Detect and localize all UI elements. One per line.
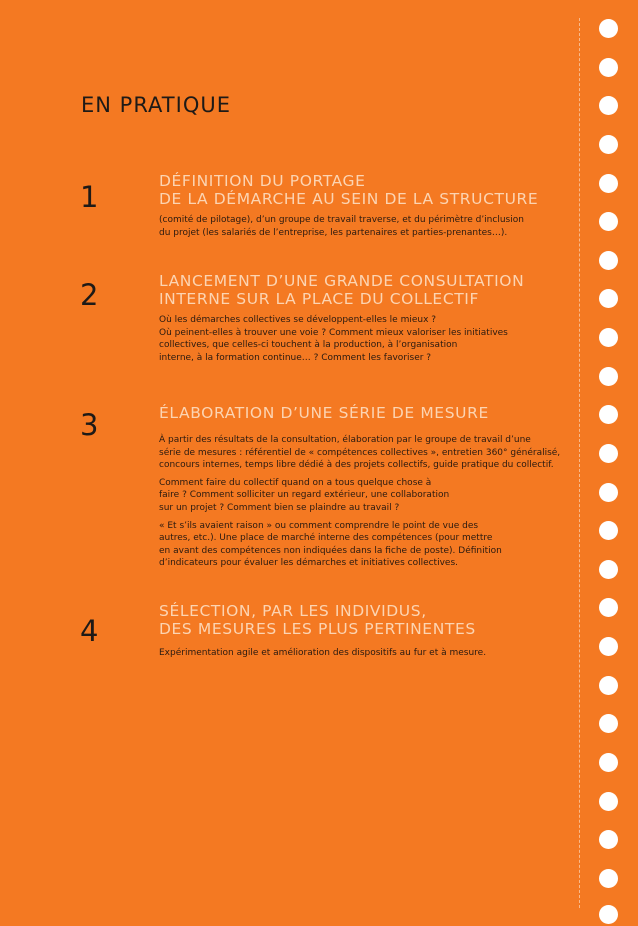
text-line: du projet (les salariés de l’entreprise, les partenaires et parties-prenantes…). <box>159 227 508 238</box>
binder-hole-icon <box>599 444 618 463</box>
step-heading <box>159 172 559 208</box>
step-number: 1 <box>80 180 99 214</box>
step-heading <box>159 272 559 308</box>
binder-hole-icon <box>599 483 618 502</box>
text-line: autres, etc.). Une place de marché interne des compétences (pour mettre <box>159 533 493 544</box>
binder-hole-icon <box>599 714 618 733</box>
text-line: À partir des résultats de la consultation, élaboration par le groupe de travail d’une <box>159 435 531 445</box>
binder-hole-icon <box>599 598 618 617</box>
binder-hole-icon <box>599 830 618 849</box>
binder-hole-icon <box>599 676 618 695</box>
step-description <box>159 314 559 364</box>
binder-hole-icon <box>599 251 618 270</box>
text-line: Où les démarches collectives se développent-elles le mieux ? <box>159 315 437 325</box>
heading-line: DE LA DÉMARCHE AU SEIN DE LA STRUCTURE <box>159 190 539 208</box>
text-line: Où peinent-elles à trouver une voie ? Comment mieux valoriser les initiatives <box>159 327 508 338</box>
binder-hole-icon <box>599 367 618 386</box>
binder-hole-icon <box>599 905 618 924</box>
heading-line: ÉLABORATION D’UNE SÉRIE DE MESURE <box>159 404 489 422</box>
step-body <box>159 172 559 239</box>
text-line: Comment faire du collectif quand on a tous quelque chose à <box>159 477 432 488</box>
step-number: 4 <box>80 614 99 648</box>
text-line: Expérimentation agile et amélioration des dispositifs au fur et à mesure. <box>159 648 487 658</box>
text-line: série de mesures : référentiel de « compétences collectives », entretien 360° généralisé, <box>159 447 561 458</box>
step-body <box>159 272 559 364</box>
step-description <box>159 647 559 660</box>
heading-line: LANCEMENT D’UNE GRANDE CONSULTATION <box>159 272 525 290</box>
binder-hole-icon <box>599 19 618 38</box>
text-line: concours internes, temps libre dédié à des projets collectifs, guide pratique du collectif. <box>159 460 554 471</box>
binder-hole-icon <box>599 405 618 424</box>
binder-hole-icon <box>599 792 618 811</box>
step-description <box>159 214 559 239</box>
heading-line: SÉLECTION, PAR LES INDIVIDUS, <box>159 602 427 620</box>
heading-line: DÉFINITION DU PORTAGE <box>159 172 366 190</box>
page-title: EN PRATIQUE <box>81 93 231 117</box>
paragraph <box>159 520 559 570</box>
text-line: « Et s’ils avaient raison » ou comment comprendre le point de vue des <box>159 520 479 531</box>
paragraph <box>159 434 559 472</box>
heading-line: INTERNE SUR LA PLACE DU COLLECTIF <box>159 290 479 308</box>
text-line: d’indicateurs pour évaluer les démarches et initiatives collectives. <box>159 558 459 569</box>
step-heading <box>159 404 559 422</box>
binder-hole-icon <box>599 637 618 656</box>
text-line: collectives, que celles-ci touchent à la production, à l’organisation <box>159 340 458 351</box>
step-number: 3 <box>80 408 99 442</box>
step-body <box>159 602 559 660</box>
binder-hole-icon <box>599 135 618 154</box>
step-number: 2 <box>80 278 99 312</box>
text-line: sur un projet ? Comment bien se plaindre au travail ? <box>159 502 400 513</box>
binder-hole-icon <box>599 869 618 888</box>
dashed-divider <box>579 18 580 908</box>
binder-hole-icon <box>599 328 618 347</box>
binder-hole-icon <box>599 212 618 231</box>
step-body <box>159 404 559 570</box>
binder-hole-icon <box>599 174 618 193</box>
paragraph <box>159 477 559 515</box>
binder-hole-icon <box>599 560 618 579</box>
text-line: faire ? Comment solliciter un regard extérieur, une collaboration <box>159 490 450 501</box>
heading-line: DES MESURES LES PLUS PERTINENTES <box>159 620 476 638</box>
text-line: (comité de pilotage), d’un groupe de travail traverse, et du périmètre d’inclusion <box>159 215 524 225</box>
binder-hole-icon <box>599 753 618 772</box>
step-heading <box>159 602 559 638</box>
text-line: interne, à la formation continue… ? Comment les favoriser ? <box>159 352 432 363</box>
binder-hole-icon <box>599 289 618 308</box>
binder-hole-icon <box>599 58 618 77</box>
binder-hole-icon <box>599 521 618 540</box>
text-line: en avant des compétences non indiquées dans la fiche de poste). Définition <box>159 545 502 556</box>
binder-hole-icon <box>599 96 618 115</box>
step-description <box>159 434 559 570</box>
